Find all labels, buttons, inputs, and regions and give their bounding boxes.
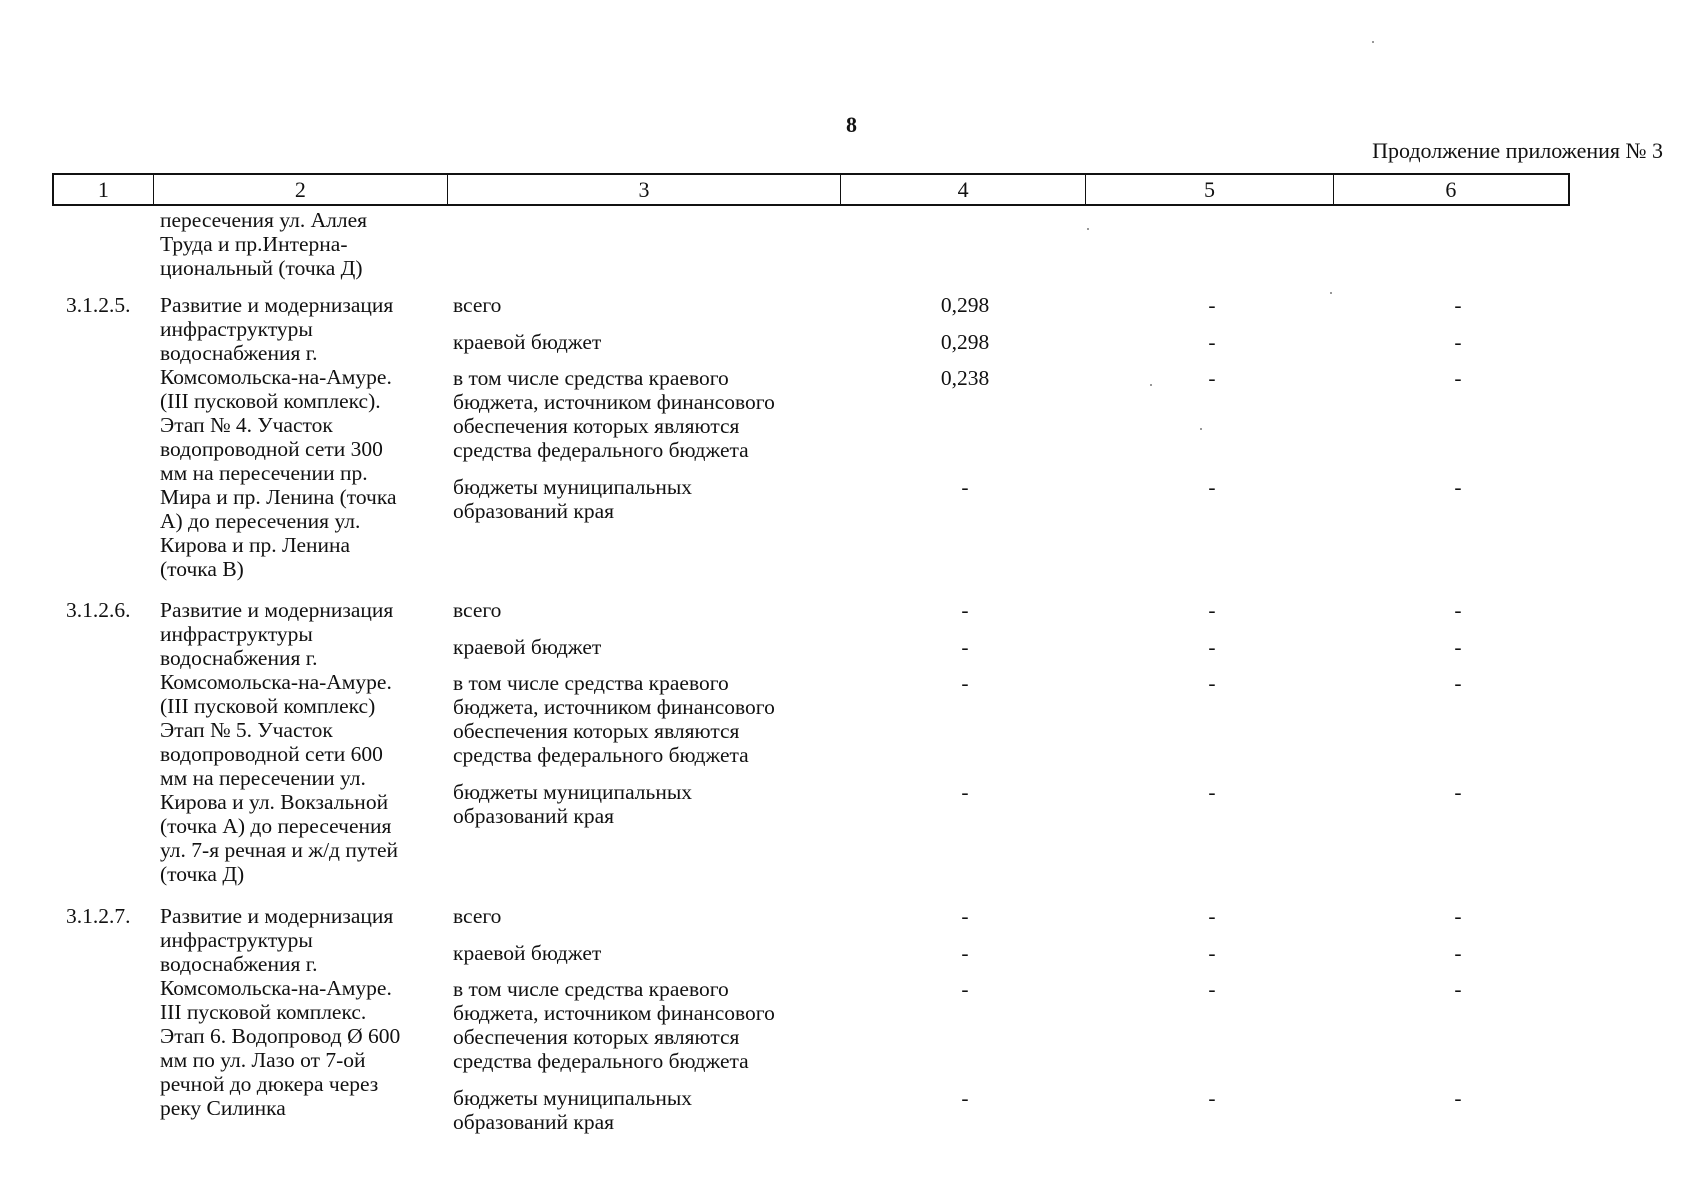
row-title-line: Развитие и модернизация <box>160 293 394 317</box>
source-label-line: бюджеты муниципальных <box>453 1086 693 1110</box>
value-col-6: - <box>1454 977 1462 1001</box>
row-title-line: (III пусковой комплекс). <box>160 389 381 413</box>
row-title-line: Мира и пр. Ленина (точка <box>160 485 397 509</box>
value-col-4: 0,298 <box>940 330 990 354</box>
row-title-line: водоснабжения г. <box>160 952 318 976</box>
carryover-line: пересечения ул. Аллея <box>160 208 368 232</box>
value-col-4: 0,238 <box>940 366 990 390</box>
value-col-5: - <box>1208 635 1216 659</box>
value-col-5: - <box>1208 293 1216 317</box>
row-title-line: Этап 6. Водопровод Ø 600 <box>160 1024 401 1048</box>
source-label-line: краевой бюджет <box>453 635 602 659</box>
value-col-4: - <box>961 598 969 622</box>
row-number: 3.1.2.7. <box>66 904 131 928</box>
header-col-2: 2 <box>154 175 448 204</box>
source-label-line: бюджеты муниципальных <box>453 475 693 499</box>
source-label-line: бюджета, источником финансового <box>453 695 775 719</box>
source-label-line: образований края <box>453 499 615 523</box>
row-title-line: Развитие и модернизация <box>160 598 394 622</box>
value-col-6: - <box>1454 1086 1462 1110</box>
source-label-line: всего <box>453 904 502 928</box>
value-col-4: - <box>961 475 969 499</box>
source-label-line: в том числе средства краевого <box>453 977 729 1001</box>
source-label-line: бюджета, источником финансового <box>453 390 775 414</box>
value-col-4: - <box>961 780 969 804</box>
row-number: 3.1.2.5. <box>66 293 131 317</box>
row-title-line: (точка В) <box>160 557 244 581</box>
value-col-4: 0,298 <box>940 293 990 317</box>
scan-speck <box>1150 384 1152 386</box>
header-col-1: 1 <box>54 175 154 204</box>
header-col-5: 5 <box>1086 175 1333 204</box>
source-label-line: в том числе средства краевого <box>453 366 729 390</box>
header-col-3: 3 <box>448 175 841 204</box>
row-title-line: мм по ул. Лазо от 7-ой <box>160 1048 366 1072</box>
row-title-line: инфраструктуры <box>160 928 313 952</box>
carryover-line: Труда и пр.Интерна- <box>160 232 348 256</box>
row-title-line: мм на пересечении ул. <box>160 766 366 790</box>
source-label-line: средства федерального бюджета <box>453 743 749 767</box>
source-label-line: обеспечения которых являются <box>453 1025 740 1049</box>
row-title-line: водопроводной сети 300 <box>160 437 383 461</box>
source-label-line: обеспечения которых являются <box>453 719 740 743</box>
value-col-5: - <box>1208 780 1216 804</box>
row-title-line: III пусковой комплекс. <box>160 1000 367 1024</box>
header-col-4: 4 <box>841 175 1086 204</box>
value-col-5: - <box>1208 475 1216 499</box>
row-number: 3.1.2.6. <box>66 598 131 622</box>
scan-speck <box>1330 292 1332 294</box>
row-title-line: Развитие и модернизация <box>160 904 394 928</box>
value-col-6: - <box>1454 330 1462 354</box>
header-col-6: 6 <box>1445 177 1457 202</box>
row-title-line: реку Силинка <box>160 1096 286 1120</box>
value-col-6: - <box>1454 671 1462 695</box>
value-col-6: - <box>1454 635 1462 659</box>
scan-speck <box>1087 228 1089 230</box>
value-col-4: - <box>961 635 969 659</box>
value-col-6: - <box>1454 475 1462 499</box>
value-col-5: - <box>1208 330 1216 354</box>
value-col-5: - <box>1208 598 1216 622</box>
source-label-line: обеспечения которых являются <box>453 414 740 438</box>
row-title-line: Комсомольска-на-Амуре. <box>160 976 392 1000</box>
value-col-5: - <box>1208 941 1216 965</box>
source-label-line: образований края <box>453 1110 615 1134</box>
value-col-6: - <box>1454 598 1462 622</box>
row-title-line: Кирова и пр. Ленина <box>160 533 351 557</box>
source-label-line: средства федерального бюджета <box>453 438 749 462</box>
row-title-line: ул. 7-я речная и ж/д путей <box>160 838 399 862</box>
value-col-5: - <box>1208 366 1216 390</box>
row-title-line: Комсомольска-на-Амуре. <box>160 365 392 389</box>
row-title-line: Этап № 5. Участок <box>160 718 333 742</box>
source-label-line: бюджета, источником финансового <box>453 1001 775 1025</box>
value-col-6: - <box>1454 780 1462 804</box>
value-col-6: - <box>1454 904 1462 928</box>
source-label-line: бюджеты муниципальных <box>453 780 693 804</box>
source-label-line: средства федерального бюджета <box>453 1049 749 1073</box>
row-title-line: мм на пересечении пр. <box>160 461 368 485</box>
row-title-line: Этап № 4. Участок <box>160 413 333 437</box>
value-col-4: - <box>961 977 969 1001</box>
value-col-4: - <box>961 671 969 695</box>
source-label-line: краевой бюджет <box>453 941 602 965</box>
row-title-line: (III пусковой комплекс) <box>160 694 376 718</box>
value-col-4: - <box>961 941 969 965</box>
source-label-line: в том числе средства краевого <box>453 671 729 695</box>
source-label-line: всего <box>453 293 502 317</box>
source-label-line: всего <box>453 598 502 622</box>
row-title-line: инфраструктуры <box>160 622 313 646</box>
value-col-5: - <box>1208 671 1216 695</box>
value-col-6: - <box>1454 366 1462 390</box>
value-col-6: - <box>1454 941 1462 965</box>
source-label-line: краевой бюджет <box>453 330 602 354</box>
row-title-line: водоснабжения г. <box>160 341 318 365</box>
value-col-6: - <box>1454 293 1462 317</box>
scan-speck <box>1372 41 1374 43</box>
carryover-line: циональный (точка Д) <box>160 256 363 280</box>
page-number: 8 <box>846 112 857 137</box>
value-col-4: - <box>961 904 969 928</box>
table-header <box>52 173 1570 206</box>
row-title-line: водопроводной сети 600 <box>160 742 383 766</box>
row-title-line: Комсомольска-на-Амуре. <box>160 670 392 694</box>
row-title-line: речной до дюкера через <box>160 1072 379 1096</box>
row-title-line: А) до пересечения ул. <box>160 509 361 533</box>
value-col-5: - <box>1208 977 1216 1001</box>
scan-speck <box>1200 428 1202 430</box>
continuation-note: Продолжение приложения № 3 <box>1372 138 1663 163</box>
value-col-4: - <box>961 1086 969 1110</box>
row-title-line: (точка А) до пересечения <box>160 814 392 838</box>
row-title-line: инфраструктуры <box>160 317 313 341</box>
row-title-line: (точка Д) <box>160 862 245 886</box>
row-title-line: водоснабжения г. <box>160 646 318 670</box>
row-title-line: Кирова и ул. Вокзальной <box>160 790 389 814</box>
value-col-5: - <box>1208 1086 1216 1110</box>
source-label-line: образований края <box>453 804 615 828</box>
value-col-5: - <box>1208 904 1216 928</box>
